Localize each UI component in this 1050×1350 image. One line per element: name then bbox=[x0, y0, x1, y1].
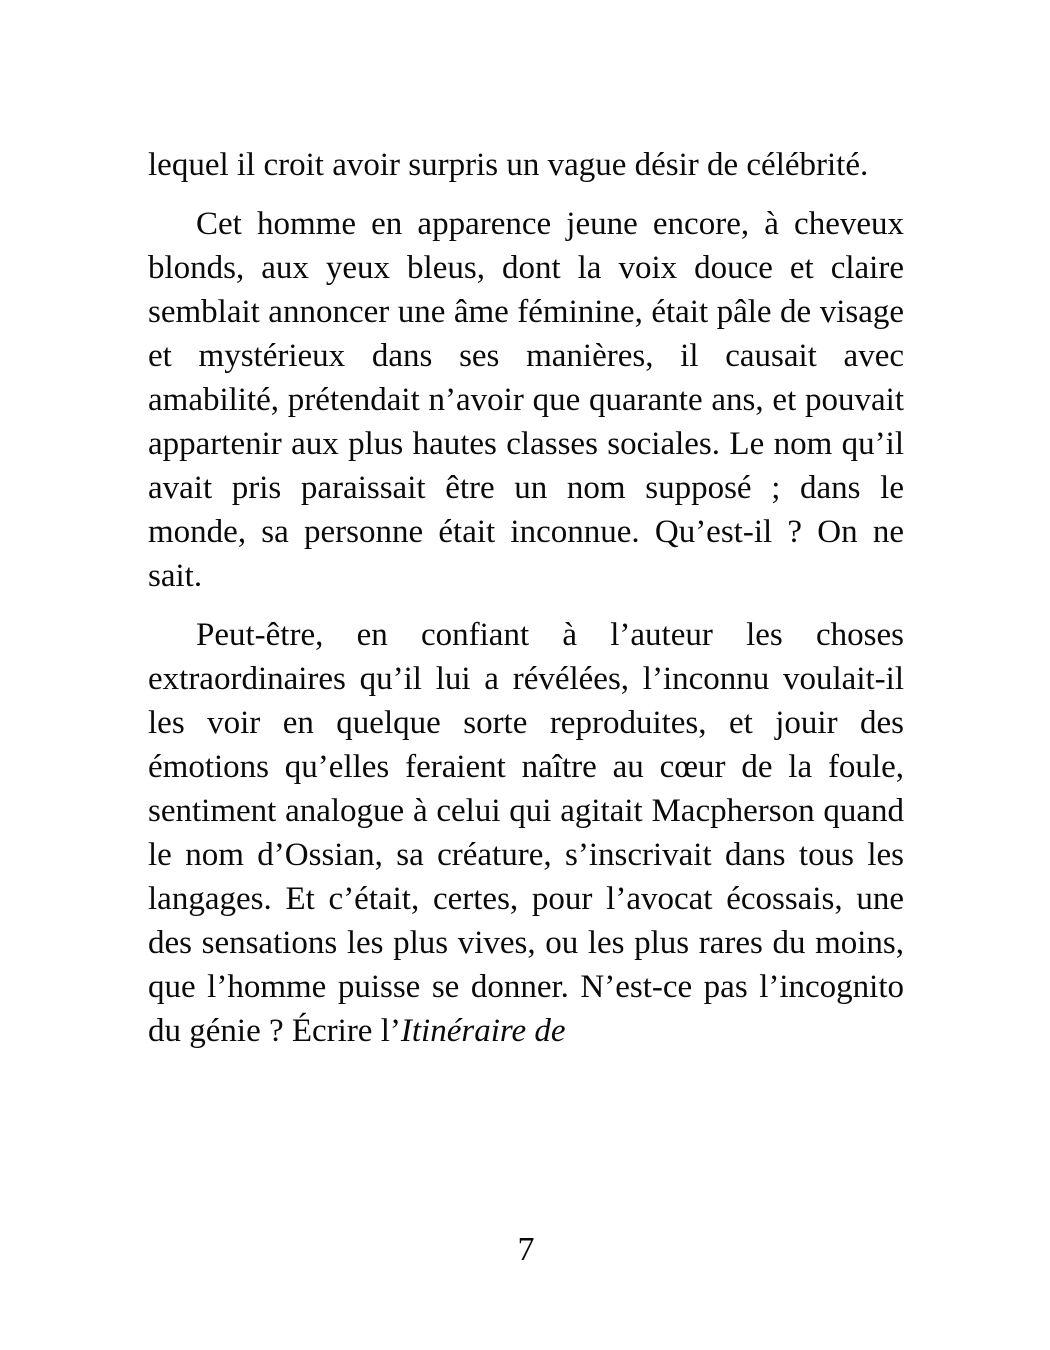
italic-book-title: Itinéraire de bbox=[400, 1013, 566, 1049]
paragraph-text: lequel il croit avoir surpris un vague désir de célébrité. bbox=[148, 147, 869, 183]
paragraph-text: Cet homme en apparence jeune encore, à cheveux blonds, aux yeux bleus, dont la voix douce et claire semblait annoncer une âme féminine, était pâle de visage et mystérieux dans ses manières, il causait avec amabilité, prétendait n’avoir que quarante ans, et pouvait appartenir aux plus hautes classes sociales. Le nom qu’il avait pris paraissait être un nom supposé ; dans le monde, sa personne était inconnue. Qu’est-il ? On ne sait. bbox=[148, 206, 904, 594]
paragraph-text: Peut-être, en confiant à l’auteur les choses extraordinaires qu’il lui a révélées, l’inconnu voulait-il les voir en quelque sorte reproduites, et jouir des émotions qu’elles feraient naître au cœur de la foule, sentiment analogue à celui qui agitait Macpherson quand le nom d’Ossian, sa créature, s’inscrivait dans tous les langages. Et c’était, certes, pour l’avocat écossais, une des sensations les plus vives, ou les plus rares du moins, que l’homme puisse se donner. N’est-ce pas l’incognito du génie ? Écrire l’ bbox=[148, 617, 904, 1049]
paragraph-continuation bbox=[148, 143, 904, 187]
paragraph bbox=[148, 613, 904, 1053]
paragraph bbox=[148, 202, 904, 598]
page-number: 7 bbox=[517, 1231, 535, 1268]
body-text bbox=[148, 143, 904, 1053]
